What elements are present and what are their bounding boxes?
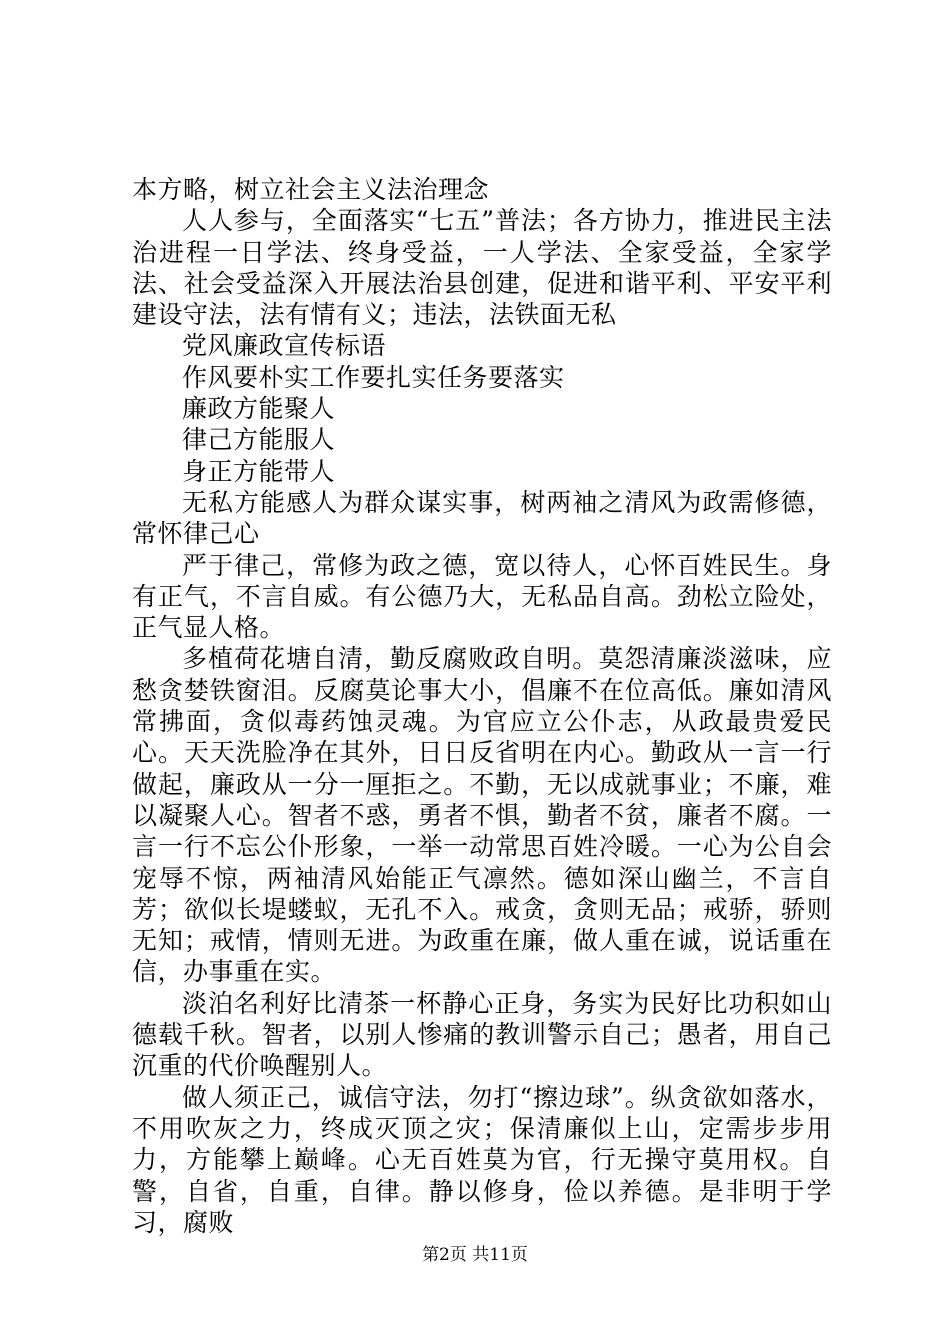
- paragraph-11: 淡泊名利好比清茶一杯静心正身，务实为民好比功积如山德载千秋。智者，以别人惨痛的教训警示自己；愚者，用自己沉重的代价唤醒别人。: [132, 988, 832, 1081]
- document-body: [132, 174, 832, 1238]
- section-heading: 党风廉政宣传标语: [182, 331, 387, 361]
- slogan-line: 廉政方能聚人: [182, 394, 336, 424]
- paragraph-10: 多植荷花塘自清，勤反腐败政自明。莫怨清廉淡滋味，应愁贪婪铁窗泪。反腐莫论事大小，倡廉不在位高低。廉如清风常拂面，贪似毒药蚀灵魂。为官应立公仆志，从政最贵爱民心。天天洗脸净在其外，日日反省明在内心。勤政从一言一行做起，廉政从一分一厘拒之。不勤，无以成就事业；不廉，难以凝聚人心。智者不惑，勇者不惧，勤者不贫，廉者不腐。一言一行不忘公仆形象，一举一动常思百姓冷暖。一心为公自会宠辱不惊，两袖清风始能正气凛然。德如深山幽兰，不言自芳；欲似长堤蝼蚁，无孔不入。戒贪，贪则无品；戒骄，骄则无知；戒情，情则无进。为政重在廉，做人重在诚，说话重在信，办事重在实。: [132, 644, 832, 987]
- page-number-footer: 第2页 共11页: [422, 1245, 528, 1265]
- paragraph-12: 做人须正己，诚信守法，勿打“擦边球”。纵贪欲如落水，不用吹灰之力，终成灭顶之灾；保清廉似上山，定需步步用力，方能攀上巅峰。心无百姓莫为官，行无操守莫用权。自警，自省，自重，自律。静以修身，俭以养德。是非明于学习，腐败: [132, 1082, 832, 1237]
- paragraph-8: 无私方能感人为群众谋实事，树两袖之清风为政需修德，常怀律己心: [132, 487, 832, 549]
- paragraph-2: 人人参与，全面落实“七五”普法；各方协力，推进民主法治进程一日学法、终身受益，一人学法、全家受益，全家学法、社会受益深入开展法治县创建，促进和谐平利、平安平利建设守法，法有情有义；违法，法铁面无私: [132, 206, 832, 330]
- paragraph-9: 严于律己，常修为政之德，宽以待人，心怀百姓民生。身有正气，不言自威。有公德乃大，无私品自高。劲松立险处，正气显人格。: [132, 550, 832, 643]
- paragraph-1: 本方略，树立社会主义法治理念: [132, 175, 490, 204]
- slogan-line: 作风要朴实工作要扎实任务要落实: [182, 362, 565, 392]
- slogan-line: 身正方能带人: [182, 456, 336, 486]
- slogan-line: 律己方能服人: [182, 425, 336, 455]
